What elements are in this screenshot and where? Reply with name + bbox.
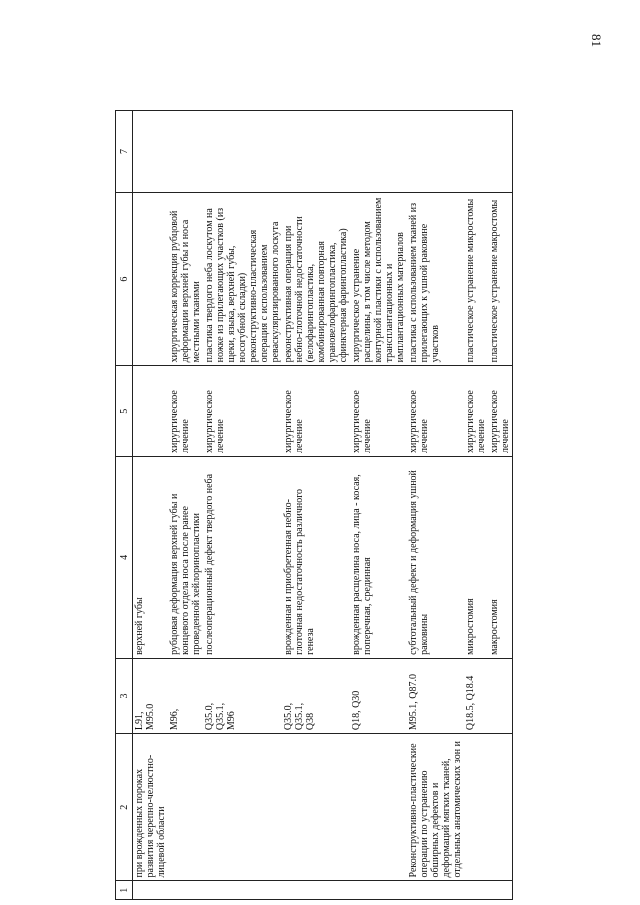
header-col-1: 1 xyxy=(116,881,133,900)
table-cell-col-6: пластическое устранение макростомы xyxy=(488,192,513,366)
table-cell-col-4: макростомия xyxy=(488,456,513,658)
table-cell-col-6: реконструктивная операция при небно-глоточной недостаточности (велофарингопластика, комбинированная повторная урановелофарингопластика, сфинктерная фарингопластика) xyxy=(282,192,350,366)
table-row xyxy=(203,111,282,900)
table-cell-col-6: пластика с использованием тканей из прилегающих к ушной раковине участков xyxy=(407,192,464,366)
table-cell-col-5: хирургическое лечение xyxy=(488,366,513,457)
header-col-5: 5 xyxy=(116,366,133,457)
table-cell-col-5: хирургическое лечение xyxy=(350,366,407,457)
table-cell-col-7 xyxy=(407,111,464,193)
table-cell-col-2 xyxy=(282,734,350,881)
table-cell-col-1 xyxy=(282,881,350,900)
header-col-3: 3 xyxy=(116,658,133,733)
header-col-4: 4 xyxy=(116,456,133,658)
header-col-2: 2 xyxy=(116,734,133,881)
table-row xyxy=(407,111,464,900)
table-cell-col-6: хирургическая коррекция рубцовой деформации верхней губы и носа местными тканями xyxy=(168,192,203,366)
table-cell-col-1 xyxy=(168,881,203,900)
table-cell-col-5: хирургическое лечение xyxy=(407,366,464,457)
table-cell-col-4: субтотальный дефект и деформация ушной раковины xyxy=(407,456,464,658)
table-row xyxy=(168,111,203,900)
table-cell-col-3 xyxy=(488,658,513,733)
table-cell-col-1 xyxy=(350,881,407,900)
table-cell-col-2 xyxy=(464,734,488,881)
table-cell-col-4: послеоперационный дефект твердого неба xyxy=(203,456,282,658)
table-cell-col-5: хирургическое лечение xyxy=(282,366,350,457)
table-cell-col-6: пластика твердого неба лоскутом на ножке из прилегающих участков (из щеки, языка, верхней губы, носогубной складки) реконструктивно-пластическая операция с использованием реваскуляризированного лоскута xyxy=(203,192,282,366)
table-cell-col-2 xyxy=(168,734,203,881)
table-cell-col-3: Q18.5, Q18.4 xyxy=(464,658,488,733)
table-cell-col-7 xyxy=(203,111,282,193)
table-cell-col-1 xyxy=(133,881,169,900)
header-col-7: 7 xyxy=(116,111,133,193)
table-cell-col-4: микростомия xyxy=(464,456,488,658)
table-cell-col-1 xyxy=(407,881,464,900)
table-cell-col-4: врожденная и приобретенная небно-глоточная недостаточность различного генеза xyxy=(282,456,350,658)
table-cell-col-3: Q35.0, Q35.1, M96 xyxy=(203,658,282,733)
table-cell-col-6 xyxy=(133,192,169,366)
table-cell-col-3: M96, xyxy=(168,658,203,733)
table-cell-col-5: хирургическое лечение xyxy=(203,366,282,457)
table-header-row xyxy=(116,111,133,900)
table-cell-col-7 xyxy=(464,111,488,193)
table-cell-col-7 xyxy=(282,111,350,193)
rotated-page xyxy=(5,0,640,900)
table-cell-col-2 xyxy=(203,734,282,881)
table-row xyxy=(282,111,350,900)
table-cell-col-5: хирургическое лечение xyxy=(464,366,488,457)
table-cell-col-1 xyxy=(488,881,513,900)
table-cell-col-2 xyxy=(350,734,407,881)
table-cell-col-7 xyxy=(168,111,203,193)
table-cell-col-2: при врожденных пороках развития черепно-челюстно-лицевой области xyxy=(133,734,169,881)
table-cell-col-6: хирургическое устранение расщелины, в том числе методом контурной пластики с использованием трансплантационных и имплантационных материалов xyxy=(350,192,407,366)
table-cell-col-7 xyxy=(133,111,169,193)
table-cell-col-4: рубцовая деформация верхней губы и концевого отдела носа после ранее проведенной хейлоринопластики xyxy=(168,456,203,658)
table-cell-col-1 xyxy=(464,881,488,900)
table-row xyxy=(464,111,488,900)
table-cell-col-7 xyxy=(488,111,513,193)
table-cell-col-4: врожденная расщелина носа, лица - косая, поперечная, срединная xyxy=(350,456,407,658)
table-row xyxy=(133,111,169,900)
table-cell-col-4: верхней губы xyxy=(133,456,169,658)
table-cell-col-2 xyxy=(488,734,513,881)
table-cell-col-3: Q18, Q30 xyxy=(350,658,407,733)
table-cell-col-3: M95.1, Q87.0 xyxy=(407,658,464,733)
table-cell-col-5: хирургическое лечение xyxy=(168,366,203,457)
table-cell-col-3: Q35.0, Q35.1, Q38 xyxy=(282,658,350,733)
table-row xyxy=(488,111,513,900)
table-cell-col-3: L91, M95.0 xyxy=(133,658,169,733)
table-cell-col-6: пластическое устранение микростомы xyxy=(464,192,488,366)
table-cell-col-7 xyxy=(350,111,407,193)
page-number: 81 xyxy=(589,34,604,47)
table-cell-col-5 xyxy=(133,366,169,457)
header-col-6: 6 xyxy=(116,192,133,366)
procedures-table xyxy=(115,110,513,900)
table-cell-col-1 xyxy=(203,881,282,900)
table-row xyxy=(350,111,407,900)
table-cell-col-2: Реконструктивно-пластические операции по устранению обширных дефектов и деформаций мягких тканей, отдельных анатомических зон и xyxy=(407,734,464,881)
